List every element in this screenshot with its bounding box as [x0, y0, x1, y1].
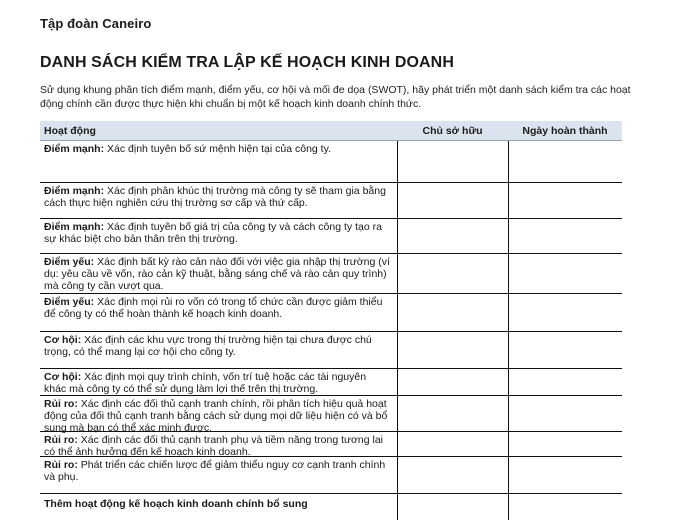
date-cell[interactable]: [508, 183, 622, 218]
activity-cell: [40, 432, 397, 456]
activity-cell: [40, 457, 397, 493]
table-row: [40, 254, 622, 294]
table-row: [40, 396, 622, 432]
activity-cell: [40, 219, 397, 253]
page-title: DANH SÁCH KIỂM TRA LẬP KẾ HOẠCH KINH DOANH: [40, 54, 454, 71]
owner-cell[interactable]: [397, 332, 508, 368]
table-row: [40, 219, 622, 254]
owner-cell[interactable]: [397, 183, 508, 218]
checklist-table: [40, 121, 622, 520]
owner-cell[interactable]: [397, 219, 508, 253]
activity-cell: [40, 396, 397, 434]
activity-label: Thêm hoạt động kế hoạch kinh doanh chính bổ sung: [44, 498, 308, 510]
activity-cell: [40, 294, 397, 331]
activity-label: Cơ hội:: [44, 371, 82, 383]
owner-cell[interactable]: [397, 396, 508, 431]
activity-text: Xác định bất kỳ rào cản nào đối với việc gia nhập thị trường (ví dụ: yêu cầu về vốn, rào cản kỹ thuật, bằng sáng chế và rào cản quy trình) mà công ty cần vượt qua.: [44, 256, 390, 292]
date-cell[interactable]: [508, 141, 622, 182]
activity-label: Rủi ro:: [44, 434, 78, 446]
column-header-activity: Hoạt động: [44, 124, 96, 137]
activity-label: Điểm mạnh:: [44, 143, 105, 155]
date-cell[interactable]: [508, 396, 622, 431]
page-description: Sử dụng khung phân tích điểm mạnh, điểm yếu, cơ hội và mối đe dọa (SWOT), hãy phát triển một danh sách kiểm tra các hoạt động chính cần được thực hiện khi chuẩn bị một kế hoạch kinh doanh chính thức.: [40, 84, 631, 110]
owner-cell[interactable]: [397, 369, 508, 395]
activity-cell: [40, 332, 397, 368]
activity-label: Rủi ro:: [44, 398, 78, 410]
owner-cell[interactable]: [397, 141, 508, 182]
activity-cell: [40, 141, 397, 182]
date-cell[interactable]: [508, 457, 622, 493]
owner-cell[interactable]: [397, 254, 508, 293]
activity-text: Xác định mọi quy trình chính, vốn trí tuệ hoặc các tài nguyên khác mà công ty có thể sử dụng làm lợi thế trên thị trường.: [44, 371, 367, 395]
owner-cell[interactable]: [397, 457, 508, 493]
table-row: [40, 369, 622, 396]
activity-text: Phát triển các chiến lược để giảm thiểu nguy cơ cạnh tranh chính và phụ.: [44, 459, 386, 483]
date-cell[interactable]: [508, 219, 622, 253]
activity-cell: [40, 494, 397, 520]
company-name: Tập đoàn Caneiro: [40, 16, 152, 31]
activity-text: Xác định phân khúc thị trường mà công ty sẽ tham gia bằng cách thực hiện nghiên cứu thị trường sơ cấp và thứ cấp.: [44, 185, 386, 209]
date-cell[interactable]: [508, 254, 622, 293]
date-cell[interactable]: [508, 494, 622, 520]
activity-text: Xác định các đối thủ cạnh tranh chính, rồi phân tích hiệu quả hoạt động của đối thủ cạnh tranh bằng cách sử dụng mọi dữ liệu hiện có và bổ sung mà bạn có thể xác minh được.: [44, 398, 388, 434]
owner-cell[interactable]: [397, 494, 508, 520]
date-cell[interactable]: [508, 332, 622, 368]
date-cell[interactable]: [508, 432, 622, 456]
column-header-completion-date: Ngày hoàn thành: [522, 124, 608, 137]
table-row: [40, 457, 622, 494]
activity-label: Điểm yếu:: [44, 296, 95, 308]
activity-text: Xác định các đối thủ cạnh tranh phụ và tiềm năng trong tương lai có thể ảnh hưởng đến kế hoạch kinh doanh.: [44, 434, 384, 458]
activity-label: Rủi ro:: [44, 459, 78, 471]
activity-label: Điểm yếu:: [44, 256, 95, 268]
activity-cell: [40, 369, 397, 395]
activity-text: Xác định tuyên bố sứ mệnh hiện tại của công ty.: [107, 143, 331, 155]
table-row: [40, 294, 622, 332]
activity-cell: [40, 183, 397, 218]
date-cell[interactable]: [508, 369, 622, 395]
table-row: [40, 141, 622, 183]
activity-text: Xác định tuyên bố giá trị của công ty và cách công ty tạo ra sự khác biệt cho bản thân trên thị trường.: [44, 221, 382, 245]
table-header-row: [40, 121, 622, 141]
table-row: [40, 432, 622, 457]
activity-cell: [40, 254, 397, 293]
activity-text: Xác định các khu vực trong thị trường hiện tại chưa được chú trọng, có thể mang lại cơ hội cho công ty.: [44, 334, 372, 358]
activity-text: Xác định mọi rủi ro vốn có trong tổ chức cần được giảm thiểu để công ty có thể hoàn thành kế hoạch kinh doanh.: [44, 296, 383, 320]
table-row: [40, 183, 622, 219]
date-cell[interactable]: [508, 294, 622, 331]
table-row: [40, 494, 622, 520]
activity-label: Điểm mạnh:: [44, 185, 105, 197]
activity-label: Điểm mạnh:: [44, 221, 105, 233]
column-header-owner: Chủ sở hữu: [422, 124, 483, 137]
table-row: [40, 332, 622, 369]
owner-cell[interactable]: [397, 294, 508, 331]
owner-cell[interactable]: [397, 432, 508, 456]
activity-label: Cơ hội:: [44, 334, 82, 346]
